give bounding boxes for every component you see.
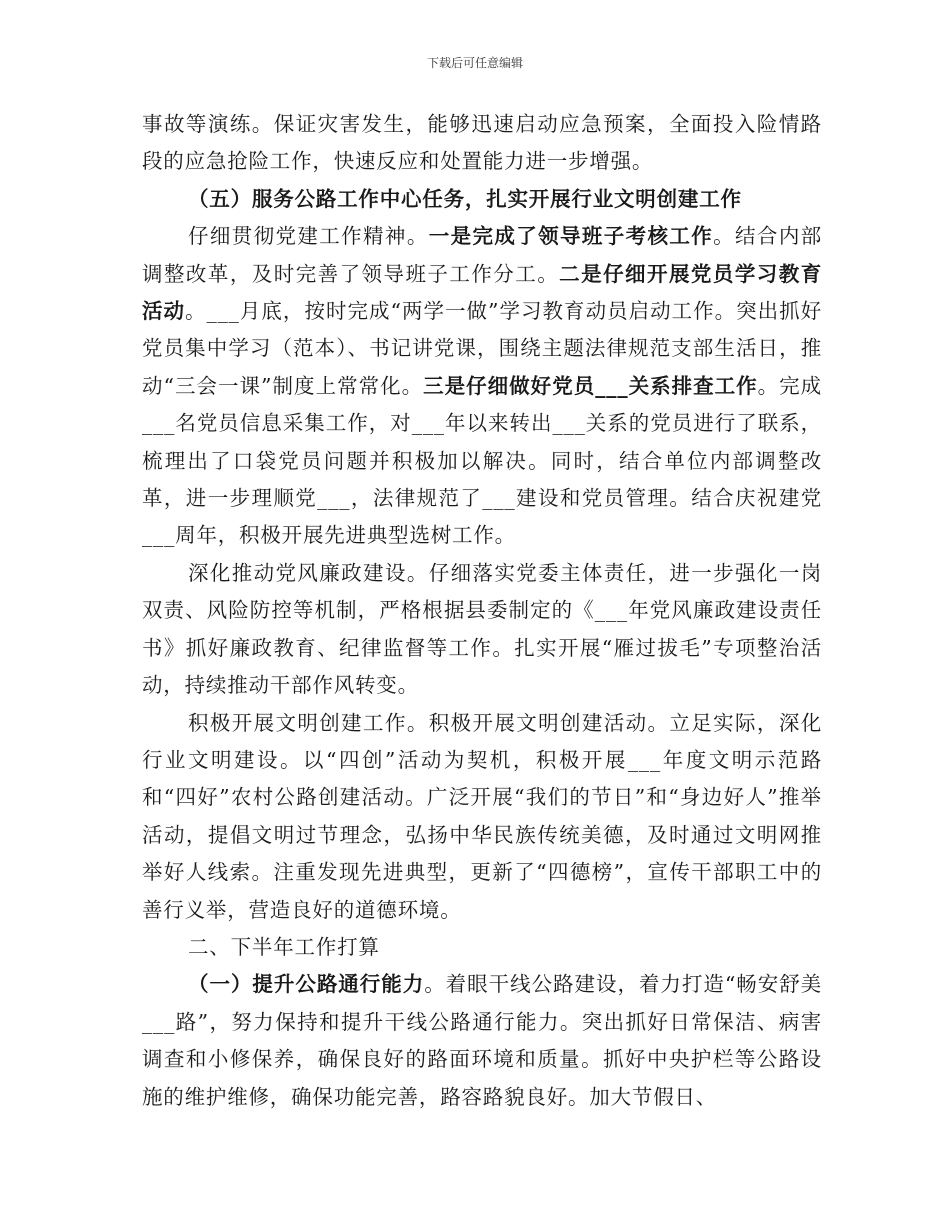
point-one: 一是完成了领导班子考核工作 [428, 224, 714, 249]
point-three: 三是仔细做好党员___关系排查工作 [423, 373, 758, 398]
road-capacity-text: 。着眼干线公路建设，着力打造“畅安舒美___路”，努力保持和提升干线公路通行能力。突出抓好日常保洁、病害调查和小修保养，确保良好的路面环境和质量。抓好中央护栏等公路设施的维护维修，确保功能完善，路容路貌良好。加大节假日、 [142, 972, 822, 1109]
paragraph-road-capacity [142, 966, 822, 1116]
paragraph-civilization: 积极开展文明创建工作。积极开展文明创建活动。立足实际，深化行业文明建设。以“四创”活动为契机，积极开展___年度文明示范路和“四好”农村公路创建活动。广泛开展“我们的节日”和“身边好人”推举活动，提倡文明过节理念，弘扬中华民族传统美德，及时通过文明网推举好人线索。注重发现先进典型，更新了“四德榜”，宣传干部职工中的善行义举，营造良好的道德环境。 [142, 710, 822, 922]
point-two-text: 。___月底，按时完成“两学一做”学习教育动员启动工作。突出抓好党员集中学习（范本）、书记讲党课，围绕主题法律规范支部生活日，推动“三会一课”制度上常常化。 [142, 299, 822, 398]
section-heading-2: 二、下半年工作打算 [188, 934, 380, 959]
section-heading-5: （五）服务公路工作中心任务，扎实开展行业文明创建工作 [188, 186, 742, 211]
document-body [142, 106, 822, 1116]
point-two: 二是仔细开展党员学习教育活动 [142, 261, 822, 324]
paragraph-integrity: 深化推动党风廉政建设。仔细落实党委主体责任，进一步强化一岗双责、风险防控等机制，严格根据县委制定的《___年党风廉政建设责任书》抓好廉政教育、纪律监督等工作。扎实开展“雁过拔毛”专项整治活动，持续推动干部作风转变。 [142, 560, 822, 698]
paragraph-accident-drills: 事故等演练。保证灾害发生，能够迅速启动应急预案，全面投入险情路段的应急抢险工作，快速反应和处置能力进一步增强。 [142, 112, 822, 174]
road-capacity-title: （一）提升公路通行能力 [188, 972, 425, 997]
point-one-text: 。结合内部调整改革，及时完善了领导班子工作分工。 [142, 224, 822, 286]
paragraph-party-building [142, 218, 822, 555]
page-header: 下载后可任意编辑 [426, 56, 523, 70]
point-three-text: 。完成___名党员信息采集工作，对___年以来转出___关系的党员进行了联系，梳理出了口袋党员问题并积极加以解决。同时，结合单位内部调整改革，进一步理顺党___，法律规范了___建设和党员管理。结合庆祝建党___周年，积极开展先进典型选树工作。 [142, 373, 822, 548]
party-building-lead: 仔细贯彻党建工作精神。 [188, 224, 429, 249]
